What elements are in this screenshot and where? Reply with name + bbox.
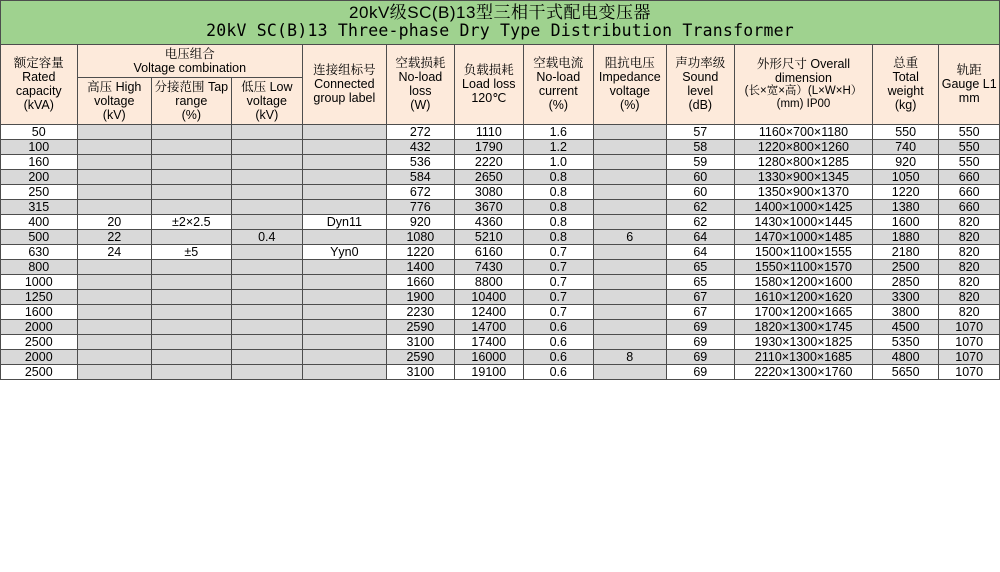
cell-no-load-loss: 3100 xyxy=(386,334,454,349)
cell-overall-dimension: 1330×900×1345 xyxy=(735,169,873,184)
cell-impedance-voltage: 6 xyxy=(594,229,667,244)
cell-lv xyxy=(231,154,302,169)
cell-no-load-current: 0.6 xyxy=(523,349,593,364)
header-group-label-en: Connected group label xyxy=(313,77,376,105)
cell-no-load-loss: 1220 xyxy=(386,244,454,259)
header-impedance-voltage-unit: (%) xyxy=(620,98,640,112)
cell-no-load-current: 0.8 xyxy=(523,229,593,244)
cell-rated-capacity: 2500 xyxy=(1,364,78,379)
cell-load-loss: 4360 xyxy=(455,214,523,229)
header-overall-dimension-cn: 外形尺寸 Overall dimension xyxy=(756,57,850,86)
cell-total-weight: 1600 xyxy=(872,214,938,229)
cell-lv xyxy=(231,214,302,229)
cell-tap-range xyxy=(152,274,232,289)
header-gauge-en: Gauge L1 xyxy=(941,77,997,91)
header-load-loss-en: Load loss xyxy=(462,77,516,91)
cell-tap-range: ±2×2.5 xyxy=(152,214,232,229)
cell-gauge: 820 xyxy=(939,214,1000,229)
cell-no-load-current: 0.7 xyxy=(523,289,593,304)
header-sound-level xyxy=(666,44,734,124)
cell-lv xyxy=(231,289,302,304)
header-rated-capacity-unit: (kVA) xyxy=(23,98,54,112)
cell-no-load-current: 1.6 xyxy=(523,124,593,139)
table-row xyxy=(1,154,1000,169)
cell-rated-capacity: 400 xyxy=(1,214,78,229)
cell-tap-range xyxy=(152,124,232,139)
cell-gauge: 1070 xyxy=(939,319,1000,334)
cell-load-loss: 12400 xyxy=(455,304,523,319)
cell-sound-level: 67 xyxy=(666,304,734,319)
table-row xyxy=(1,274,1000,289)
cell-gauge: 820 xyxy=(939,304,1000,319)
header-no-load-current-unit: (%) xyxy=(548,98,569,112)
cell-tap-range xyxy=(152,319,232,334)
cell-overall-dimension: 1550×1100×1570 xyxy=(735,259,873,274)
cell-overall-dimension: 1500×1100×1555 xyxy=(735,244,873,259)
title-row xyxy=(1,1,1000,45)
cell-overall-dimension: 1700×1200×1665 xyxy=(735,304,873,319)
cell-no-load-loss: 1400 xyxy=(386,259,454,274)
header-voltage-combination-cn: 电压组合 xyxy=(164,46,215,61)
table-row xyxy=(1,229,1000,244)
header-no-load-loss-en: No-load loss xyxy=(398,70,443,98)
cell-no-load-loss: 584 xyxy=(386,169,454,184)
header-tap-range-unit: (%) xyxy=(181,107,202,122)
cell-no-load-loss: 776 xyxy=(386,199,454,214)
cell-gauge: 820 xyxy=(939,259,1000,274)
cell-sound-level: 58 xyxy=(666,139,734,154)
cell-rated-capacity: 1250 xyxy=(1,289,78,304)
cell-no-load-current: 0.8 xyxy=(523,199,593,214)
cell-overall-dimension: 1930×1300×1825 xyxy=(735,334,873,349)
cell-lv xyxy=(231,349,302,364)
cell-tap-range xyxy=(152,154,232,169)
cell-tap-range xyxy=(152,199,232,214)
cell-sound-level: 62 xyxy=(666,199,734,214)
header-sound-level-unit: (dB) xyxy=(688,98,713,112)
cell-gauge: 550 xyxy=(939,124,1000,139)
cell-impedance-voltage xyxy=(594,259,667,274)
cell-no-load-current: 0.8 xyxy=(523,184,593,199)
cell-rated-capacity: 100 xyxy=(1,139,78,154)
cell-total-weight: 1880 xyxy=(872,229,938,244)
cell-group-label xyxy=(303,229,387,244)
cell-overall-dimension: 1350×900×1370 xyxy=(735,184,873,199)
cell-load-loss: 2650 xyxy=(455,169,523,184)
cell-no-load-loss: 1080 xyxy=(386,229,454,244)
cell-hv xyxy=(77,154,152,169)
cell-no-load-loss: 2590 xyxy=(386,349,454,364)
header-load-loss xyxy=(455,44,523,124)
cell-hv xyxy=(77,349,152,364)
cell-load-loss: 1790 xyxy=(455,139,523,154)
cell-total-weight: 4800 xyxy=(872,349,938,364)
cell-impedance-voltage xyxy=(594,289,667,304)
cell-group-label xyxy=(303,334,387,349)
cell-hv xyxy=(77,139,152,154)
table-row xyxy=(1,199,1000,214)
header-overall-dimension xyxy=(735,44,873,124)
cell-impedance-voltage xyxy=(594,274,667,289)
cell-no-load-current: 0.6 xyxy=(523,364,593,379)
cell-load-loss: 19100 xyxy=(455,364,523,379)
cell-total-weight: 5650 xyxy=(872,364,938,379)
header-load-loss-cn: 负载损耗 xyxy=(463,63,514,77)
header-gauge-cn: 轨距 xyxy=(956,63,982,77)
cell-total-weight: 1220 xyxy=(872,184,938,199)
cell-rated-capacity: 50 xyxy=(1,124,78,139)
cell-tap-range xyxy=(152,139,232,154)
cell-load-loss: 14700 xyxy=(455,319,523,334)
cell-gauge: 820 xyxy=(939,244,1000,259)
cell-rated-capacity: 2000 xyxy=(1,319,78,334)
cell-group-label xyxy=(303,199,387,214)
header-rated-capacity xyxy=(1,44,78,124)
cell-rated-capacity: 1600 xyxy=(1,304,78,319)
header-sound-level-cn: 声功率级 xyxy=(675,56,726,70)
cell-overall-dimension: 1220×800×1260 xyxy=(735,139,873,154)
header-lv xyxy=(231,77,302,124)
header-gauge-unit: mm xyxy=(958,91,980,105)
cell-no-load-loss: 1900 xyxy=(386,289,454,304)
table-row xyxy=(1,259,1000,274)
cell-lv xyxy=(231,304,302,319)
cell-hv xyxy=(77,124,152,139)
cell-rated-capacity: 800 xyxy=(1,259,78,274)
table-row xyxy=(1,319,1000,334)
header-sound-level-en: Sound level xyxy=(682,70,719,98)
cell-lv xyxy=(231,124,302,139)
header-hv-cn: 高压 High voltage xyxy=(87,79,142,108)
cell-gauge: 820 xyxy=(939,289,1000,304)
header-hv xyxy=(77,77,152,124)
cell-impedance-voltage xyxy=(594,169,667,184)
cell-no-load-loss: 432 xyxy=(386,139,454,154)
cell-hv xyxy=(77,319,152,334)
cell-gauge: 660 xyxy=(939,199,1000,214)
cell-impedance-voltage xyxy=(594,319,667,334)
cell-hv xyxy=(77,259,152,274)
cell-no-load-current: 0.7 xyxy=(523,244,593,259)
cell-total-weight: 740 xyxy=(872,139,938,154)
cell-rated-capacity: 500 xyxy=(1,229,78,244)
cell-group-label xyxy=(303,184,387,199)
cell-load-loss: 17400 xyxy=(455,334,523,349)
cell-no-load-loss: 2230 xyxy=(386,304,454,319)
table-body xyxy=(1,124,1000,379)
cell-gauge: 1070 xyxy=(939,349,1000,364)
cell-gauge: 1070 xyxy=(939,334,1000,349)
cell-hv: 24 xyxy=(77,244,152,259)
cell-rated-capacity: 160 xyxy=(1,154,78,169)
cell-overall-dimension: 1430×1000×1445 xyxy=(735,214,873,229)
cell-overall-dimension: 1610×1200×1620 xyxy=(735,289,873,304)
cell-hv xyxy=(77,304,152,319)
cell-lv: 0.4 xyxy=(231,229,302,244)
cell-rated-capacity: 315 xyxy=(1,199,78,214)
cell-no-load-loss: 1660 xyxy=(386,274,454,289)
title-en: 20kV SC(B)13 Three-phase Dry Type Distribution Transformer xyxy=(206,21,794,41)
cell-group-label xyxy=(303,289,387,304)
cell-total-weight: 2180 xyxy=(872,244,938,259)
header-impedance-voltage xyxy=(594,44,667,124)
header-total-weight-cn: 总重 xyxy=(893,56,919,70)
cell-no-load-current: 0.8 xyxy=(523,169,593,184)
cell-impedance-voltage xyxy=(594,139,667,154)
cell-impedance-voltage xyxy=(594,334,667,349)
header-no-load-loss-cn: 空载损耗 xyxy=(395,56,446,70)
cell-no-load-current: 0.7 xyxy=(523,304,593,319)
cell-group-label xyxy=(303,364,387,379)
cell-lv xyxy=(231,334,302,349)
table-row xyxy=(1,139,1000,154)
cell-tap-range xyxy=(152,364,232,379)
header-no-load-current xyxy=(523,44,593,124)
cell-hv: 22 xyxy=(77,229,152,244)
cell-lv xyxy=(231,199,302,214)
cell-total-weight: 920 xyxy=(872,154,938,169)
cell-total-weight: 3300 xyxy=(872,289,938,304)
cell-gauge: 660 xyxy=(939,169,1000,184)
cell-no-load-current: 1.2 xyxy=(523,139,593,154)
cell-no-load-current: 0.7 xyxy=(523,274,593,289)
cell-sound-level: 64 xyxy=(666,244,734,259)
cell-no-load-current: 0.8 xyxy=(523,214,593,229)
cell-overall-dimension: 2110×1300×1685 xyxy=(735,349,873,364)
cell-hv xyxy=(77,364,152,379)
cell-sound-level: 69 xyxy=(666,364,734,379)
cell-group-label xyxy=(303,169,387,184)
cell-total-weight: 1380 xyxy=(872,199,938,214)
cell-load-loss: 1110 xyxy=(455,124,523,139)
header-voltage-combination xyxy=(77,44,303,77)
cell-tap-range xyxy=(152,349,232,364)
cell-hv xyxy=(77,274,152,289)
header-lv-unit: (kV) xyxy=(255,107,279,122)
table-row xyxy=(1,214,1000,229)
header-tap-range-cn: 分接范围 Tap range xyxy=(154,79,229,108)
table-row xyxy=(1,349,1000,364)
cell-rated-capacity: 250 xyxy=(1,184,78,199)
cell-overall-dimension: 1820×1300×1745 xyxy=(735,319,873,334)
header-lv-cn: 低压 Low voltage xyxy=(241,79,293,108)
cell-total-weight: 550 xyxy=(872,124,938,139)
cell-overall-dimension: 1280×800×1285 xyxy=(735,154,873,169)
cell-no-load-loss: 920 xyxy=(386,214,454,229)
cell-impedance-voltage xyxy=(594,154,667,169)
cell-load-loss: 7430 xyxy=(455,259,523,274)
table-row xyxy=(1,244,1000,259)
cell-group-label xyxy=(303,319,387,334)
cell-hv xyxy=(77,289,152,304)
cell-gauge: 550 xyxy=(939,139,1000,154)
cell-tap-range xyxy=(152,289,232,304)
cell-impedance-voltage xyxy=(594,124,667,139)
cell-rated-capacity: 200 xyxy=(1,169,78,184)
cell-impedance-voltage: 8 xyxy=(594,349,667,364)
cell-gauge: 1070 xyxy=(939,364,1000,379)
cell-tap-range xyxy=(152,334,232,349)
cell-sound-level: 65 xyxy=(666,274,734,289)
header-impedance-voltage-en: Impedance voltage xyxy=(598,70,661,98)
header-overall-dimension-en: (长×宽×高）(L×W×H）(mm) IP00 xyxy=(744,85,863,110)
cell-lv xyxy=(231,139,302,154)
cell-no-load-loss: 272 xyxy=(386,124,454,139)
header-no-load-loss xyxy=(386,44,454,124)
cell-load-loss: 6160 xyxy=(455,244,523,259)
cell-load-loss: 16000 xyxy=(455,349,523,364)
cell-no-load-loss: 3100 xyxy=(386,364,454,379)
cell-load-loss: 10400 xyxy=(455,289,523,304)
header-rated-capacity-en: Rated capacity xyxy=(15,70,62,98)
cell-sound-level: 67 xyxy=(666,289,734,304)
cell-total-weight: 2500 xyxy=(872,259,938,274)
table-row xyxy=(1,289,1000,304)
cell-sound-level: 59 xyxy=(666,154,734,169)
header-load-loss-unit: 120℃ xyxy=(471,91,507,105)
header-total-weight-unit: (kg) xyxy=(894,98,917,112)
cell-lv xyxy=(231,244,302,259)
cell-group-label: Yyn0 xyxy=(303,244,387,259)
table-row xyxy=(1,124,1000,139)
cell-load-loss: 2220 xyxy=(455,154,523,169)
cell-group-label xyxy=(303,259,387,274)
cell-sound-level: 62 xyxy=(666,214,734,229)
table-row xyxy=(1,184,1000,199)
cell-tap-range xyxy=(152,229,232,244)
cell-overall-dimension: 1160×700×1180 xyxy=(735,124,873,139)
header-no-load-loss-unit: (W) xyxy=(410,98,431,112)
cell-sound-level: 69 xyxy=(666,319,734,334)
cell-no-load-current: 0.6 xyxy=(523,334,593,349)
cell-overall-dimension: 2220×1300×1760 xyxy=(735,364,873,379)
cell-no-load-loss: 672 xyxy=(386,184,454,199)
cell-overall-dimension: 1580×1200×1600 xyxy=(735,274,873,289)
cell-sound-level: 57 xyxy=(666,124,734,139)
title-cn: 20kV级SC(B)13型三相干式配电变压器 xyxy=(349,3,651,22)
cell-group-label xyxy=(303,349,387,364)
cell-total-weight: 5350 xyxy=(872,334,938,349)
cell-gauge: 820 xyxy=(939,274,1000,289)
cell-impedance-voltage xyxy=(594,214,667,229)
cell-group-label xyxy=(303,154,387,169)
cell-no-load-loss: 2590 xyxy=(386,319,454,334)
table-row xyxy=(1,304,1000,319)
cell-impedance-voltage xyxy=(594,184,667,199)
cell-no-load-current: 1.0 xyxy=(523,154,593,169)
cell-rated-capacity: 2500 xyxy=(1,334,78,349)
table-row xyxy=(1,364,1000,379)
cell-sound-level: 60 xyxy=(666,169,734,184)
cell-load-loss: 3080 xyxy=(455,184,523,199)
cell-lv xyxy=(231,364,302,379)
cell-impedance-voltage xyxy=(594,199,667,214)
header-hv-unit: (kV) xyxy=(102,107,126,122)
header-no-load-current-cn: 空载电流 xyxy=(533,56,584,70)
table-row xyxy=(1,169,1000,184)
cell-no-load-loss: 536 xyxy=(386,154,454,169)
cell-group-label xyxy=(303,304,387,319)
cell-rated-capacity: 630 xyxy=(1,244,78,259)
cell-tap-range xyxy=(152,184,232,199)
cell-lv xyxy=(231,184,302,199)
header-total-weight xyxy=(872,44,938,124)
cell-gauge: 820 xyxy=(939,229,1000,244)
cell-lv xyxy=(231,259,302,274)
cell-load-loss: 3670 xyxy=(455,199,523,214)
header-no-load-current-en: No-load current xyxy=(536,70,581,98)
cell-tap-range: ±5 xyxy=(152,244,232,259)
cell-rated-capacity: 1000 xyxy=(1,274,78,289)
cell-tap-range xyxy=(152,304,232,319)
header-rated-capacity-cn: 额定容量 xyxy=(13,56,64,70)
cell-lv xyxy=(231,169,302,184)
cell-sound-level: 69 xyxy=(666,334,734,349)
cell-rated-capacity: 2000 xyxy=(1,349,78,364)
cell-total-weight: 1050 xyxy=(872,169,938,184)
cell-overall-dimension: 1400×1000×1425 xyxy=(735,199,873,214)
cell-total-weight: 2850 xyxy=(872,274,938,289)
cell-load-loss: 8800 xyxy=(455,274,523,289)
header-impedance-voltage-cn: 阻抗电压 xyxy=(604,56,655,70)
cell-impedance-voltage xyxy=(594,244,667,259)
table-row xyxy=(1,334,1000,349)
cell-group-label xyxy=(303,274,387,289)
header-gauge xyxy=(939,44,1000,124)
cell-gauge: 550 xyxy=(939,154,1000,169)
cell-group-label xyxy=(303,124,387,139)
cell-tap-range xyxy=(152,259,232,274)
cell-lv xyxy=(231,319,302,334)
header-group-label-cn: 连接组标号 xyxy=(313,63,376,77)
header-row-1 xyxy=(1,44,1000,77)
cell-sound-level: 65 xyxy=(666,259,734,274)
cell-hv xyxy=(77,334,152,349)
cell-total-weight: 4500 xyxy=(872,319,938,334)
cell-no-load-current: 0.7 xyxy=(523,259,593,274)
header-voltage-combination-en: Voltage combination xyxy=(133,60,247,75)
cell-load-loss: 5210 xyxy=(455,229,523,244)
cell-lv xyxy=(231,274,302,289)
cell-no-load-current: 0.6 xyxy=(523,319,593,334)
cell-total-weight: 3800 xyxy=(872,304,938,319)
cell-hv xyxy=(77,199,152,214)
cell-hv xyxy=(77,169,152,184)
header-tap-range xyxy=(152,77,232,124)
header-group-label xyxy=(303,44,387,124)
cell-gauge: 660 xyxy=(939,184,1000,199)
header-total-weight-en: Total weight xyxy=(887,70,924,98)
cell-sound-level: 64 xyxy=(666,229,734,244)
cell-impedance-voltage xyxy=(594,364,667,379)
cell-impedance-voltage xyxy=(594,304,667,319)
cell-overall-dimension: 1470×1000×1485 xyxy=(735,229,873,244)
cell-group-label: Dyn11 xyxy=(303,214,387,229)
cell-tap-range xyxy=(152,169,232,184)
cell-hv xyxy=(77,184,152,199)
cell-sound-level: 60 xyxy=(666,184,734,199)
cell-hv: 20 xyxy=(77,214,152,229)
cell-group-label xyxy=(303,139,387,154)
cell-sound-level: 69 xyxy=(666,349,734,364)
